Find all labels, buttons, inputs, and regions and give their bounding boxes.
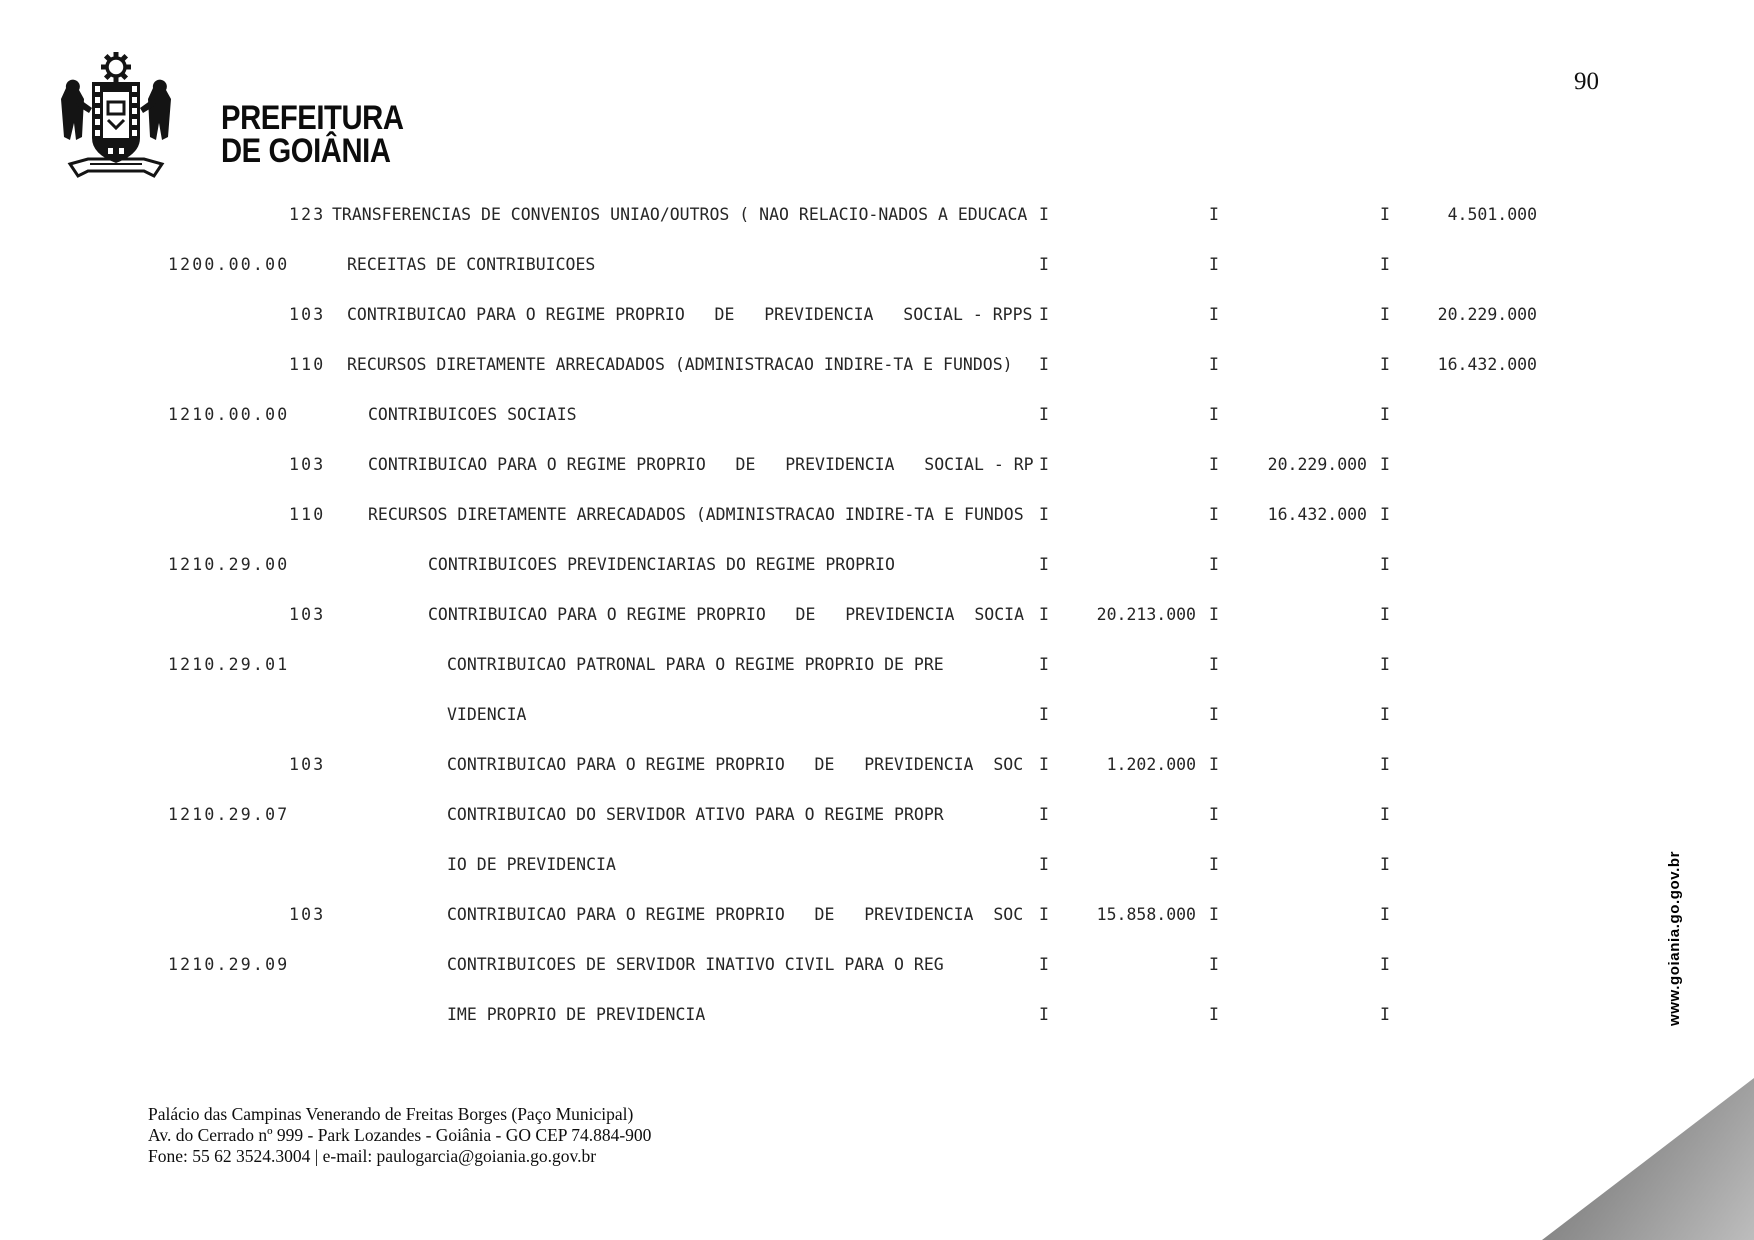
column-separator: I bbox=[1380, 605, 1390, 624]
report-row bbox=[0, 790, 1754, 840]
column-separator: I bbox=[1380, 655, 1390, 674]
amount-col4: 20.229.000 bbox=[1437, 305, 1537, 324]
report-row bbox=[0, 640, 1754, 690]
coat-of-arms-icon bbox=[44, 50, 188, 186]
column-separator: I bbox=[1380, 705, 1390, 724]
report-row bbox=[0, 190, 1754, 240]
report-row bbox=[0, 390, 1754, 440]
account-code: 1210.29.00 bbox=[168, 555, 290, 574]
footer-address-line1: Palácio das Campinas Venerando de Freitas Borges (Paço Municipal) bbox=[148, 1104, 634, 1124]
column-separator: I bbox=[1039, 855, 1049, 874]
account-code: 1210.00.00 bbox=[168, 405, 290, 424]
column-separator: I bbox=[1209, 355, 1219, 374]
column-separator: I bbox=[1380, 305, 1390, 324]
source-code: 110 bbox=[289, 505, 326, 524]
column-separator: I bbox=[1380, 955, 1390, 974]
website-url-vertical: www.goiania.go.gov.br bbox=[1666, 850, 1683, 1026]
column-separator: I bbox=[1039, 655, 1049, 674]
column-separator: I bbox=[1039, 755, 1049, 774]
report-row bbox=[0, 840, 1754, 890]
page-number: 90 bbox=[1574, 68, 1599, 95]
column-separator: I bbox=[1380, 1005, 1390, 1024]
column-separator: I bbox=[1380, 805, 1390, 824]
column-separator: I bbox=[1209, 955, 1219, 974]
account-description: CONTRIBUICAO PATRONAL PARA O REGIME PROPRIO DE PRE bbox=[447, 655, 944, 674]
account-code: 1210.29.01 bbox=[168, 655, 290, 674]
logo-line-2: DE GOIÂNIA bbox=[221, 132, 391, 170]
column-separator: I bbox=[1039, 305, 1049, 324]
account-description: CONTRIBUICAO PARA O REGIME PROPRIO DE PREVIDENCIA SOCIAL - RP bbox=[368, 455, 1034, 474]
logo-wordmark bbox=[221, 99, 404, 170]
amount-col2: 15.858.000 bbox=[1096, 905, 1196, 924]
account-description: RECURSOS DIRETAMENTE ARRECADADOS (ADMINISTRACAO INDIRE-TA E FUNDOS) bbox=[347, 355, 1013, 374]
column-separator: I bbox=[1039, 805, 1049, 824]
column-separator: I bbox=[1039, 355, 1049, 374]
column-separator: I bbox=[1039, 555, 1049, 574]
account-description: RECURSOS DIRETAMENTE ARRECADADOS (ADMINISTRACAO INDIRE-TA E FUNDOS bbox=[368, 505, 1024, 524]
amount-col3: 20.229.000 bbox=[1267, 455, 1367, 474]
amount-col3: 16.432.000 bbox=[1267, 505, 1367, 524]
account-description: RECEITAS DE CONTRIBUICOES bbox=[347, 255, 596, 274]
column-separator: I bbox=[1209, 605, 1219, 624]
column-separator: I bbox=[1380, 905, 1390, 924]
column-separator: I bbox=[1039, 205, 1049, 224]
source-code: 103 bbox=[289, 755, 326, 774]
report-row bbox=[0, 290, 1754, 340]
column-separator: I bbox=[1380, 755, 1390, 774]
column-separator: I bbox=[1209, 205, 1219, 224]
account-description: VIDENCIA bbox=[447, 705, 527, 724]
column-separator: I bbox=[1209, 705, 1219, 724]
account-description: CONTRIBUICAO PARA O REGIME PROPRIO DE PREVIDENCIA SOCIAL - RPPS bbox=[347, 305, 1033, 324]
account-description: IO DE PREVIDENCIA bbox=[447, 855, 616, 874]
footer-contact-line: Fone: 55 62 3524.3004 | e-mail: paulogarcia@goiania.go.gov.br bbox=[148, 1146, 597, 1166]
column-separator: I bbox=[1380, 505, 1390, 524]
column-separator: I bbox=[1380, 205, 1390, 224]
footer bbox=[148, 1104, 651, 1167]
column-separator: I bbox=[1380, 405, 1390, 424]
column-separator: I bbox=[1039, 705, 1049, 724]
report-row bbox=[0, 690, 1754, 740]
column-separator: I bbox=[1209, 855, 1219, 874]
account-code: 1200.00.00 bbox=[168, 255, 290, 274]
corner-triangle-decoration bbox=[1542, 1078, 1754, 1240]
report-row bbox=[0, 240, 1754, 290]
column-separator: I bbox=[1039, 955, 1049, 974]
column-separator: I bbox=[1209, 755, 1219, 774]
amount-col2: 20.213.000 bbox=[1096, 605, 1196, 624]
report-row bbox=[0, 990, 1754, 1040]
column-separator: I bbox=[1209, 255, 1219, 274]
amount-col2: 1.202.000 bbox=[1106, 755, 1196, 774]
column-separator: I bbox=[1209, 655, 1219, 674]
report-row bbox=[0, 590, 1754, 640]
account-description: CONTRIBUICAO PARA O REGIME PROPRIO DE PREVIDENCIA SOC bbox=[447, 755, 1024, 774]
column-separator: I bbox=[1209, 555, 1219, 574]
source-code: 123 bbox=[289, 205, 326, 224]
account-description: CONTRIBUICAO PARA O REGIME PROPRIO DE PREVIDENCIA SOCIA bbox=[428, 605, 1025, 624]
account-description: IME PROPRIO DE PREVIDENCIA bbox=[447, 1005, 706, 1024]
account-description: CONTRIBUICOES DE SERVIDOR INATIVO CIVIL PARA O REG bbox=[447, 955, 944, 974]
column-separator: I bbox=[1380, 455, 1390, 474]
amount-col4: 4.501.000 bbox=[1447, 205, 1537, 224]
source-code: 103 bbox=[289, 305, 326, 324]
account-code: 1210.29.07 bbox=[168, 805, 290, 824]
column-separator: I bbox=[1380, 855, 1390, 874]
column-separator: I bbox=[1039, 255, 1049, 274]
column-separator: I bbox=[1209, 505, 1219, 524]
account-description: CONTRIBUICAO DO SERVIDOR ATIVO PARA O REGIME PROPR bbox=[447, 805, 944, 824]
source-code: 103 bbox=[289, 905, 326, 924]
report-row bbox=[0, 440, 1754, 490]
column-separator: I bbox=[1039, 505, 1049, 524]
report-row bbox=[0, 940, 1754, 990]
amount-col4: 16.432.000 bbox=[1437, 355, 1537, 374]
footer-address-line2: Av. do Cerrado nº 999 - Park Lozandes - Goiânia - GO CEP 74.884-900 bbox=[148, 1125, 652, 1145]
report-row bbox=[0, 890, 1754, 940]
account-description: CONTRIBUICOES SOCIAIS bbox=[368, 405, 577, 424]
report-row bbox=[0, 490, 1754, 540]
report-row bbox=[0, 740, 1754, 790]
account-description: CONTRIBUICAO PARA O REGIME PROPRIO DE PREVIDENCIA SOC bbox=[447, 905, 1024, 924]
column-separator: I bbox=[1039, 905, 1049, 924]
column-separator: I bbox=[1039, 1005, 1049, 1024]
account-description: TRANSFERENCIAS DE CONVENIOS UNIAO/OUTROS ( NAO RELACIO-NADOS A EDUCACA bbox=[332, 205, 1028, 224]
column-separator: I bbox=[1209, 305, 1219, 324]
source-code: 110 bbox=[289, 355, 326, 374]
column-separator: I bbox=[1039, 455, 1049, 474]
report-row bbox=[0, 540, 1754, 590]
account-description: CONTRIBUICOES PREVIDENCIARIAS DO REGIME PROPRIO bbox=[428, 555, 895, 574]
column-separator: I bbox=[1209, 1005, 1219, 1024]
column-separator: I bbox=[1039, 605, 1049, 624]
source-code: 103 bbox=[289, 455, 326, 474]
source-code: 103 bbox=[289, 605, 326, 624]
column-separator: I bbox=[1209, 405, 1219, 424]
column-separator: I bbox=[1209, 455, 1219, 474]
column-separator: I bbox=[1380, 255, 1390, 274]
column-separator: I bbox=[1209, 805, 1219, 824]
column-separator: I bbox=[1039, 405, 1049, 424]
logo-line-1: PREFEITURA bbox=[221, 99, 404, 137]
report-row bbox=[0, 340, 1754, 390]
column-separator: I bbox=[1380, 555, 1390, 574]
account-code: 1210.29.09 bbox=[168, 955, 290, 974]
column-separator: I bbox=[1380, 355, 1390, 374]
column-separator: I bbox=[1209, 905, 1219, 924]
